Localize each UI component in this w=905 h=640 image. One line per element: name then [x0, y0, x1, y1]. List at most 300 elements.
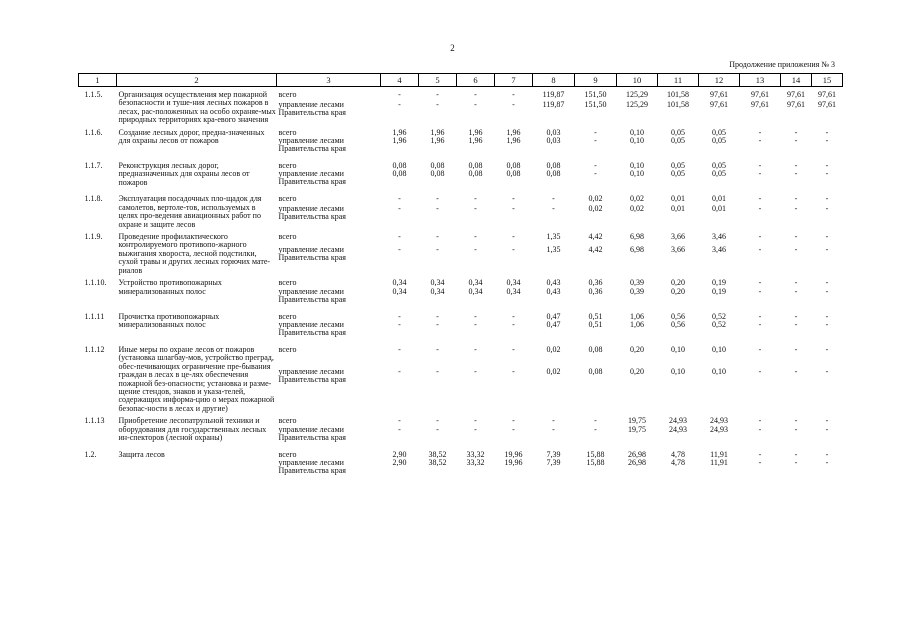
value-cell: - — [758, 311, 762, 321]
column-header: 1 — [79, 74, 117, 87]
item-name: Эксплуатация посадочных пло-щадок для самолетов, вертоле-тов, используемых в целях про-ведения авиационных работ по охране и защите лесов — [118, 194, 262, 229]
value-cell: 0,47 — [546, 311, 561, 321]
value-cell: 7,39 — [546, 449, 561, 459]
value-cell: 1,06 — [630, 319, 644, 329]
value-cell: - — [825, 194, 829, 204]
value-cell: 0,52 — [712, 319, 726, 329]
value-cell: 97,61 — [751, 100, 769, 109]
column-header: 14 — [781, 74, 812, 87]
value-cell: 0,56 — [671, 319, 685, 329]
value-cell: 0,05 — [712, 169, 726, 179]
value-cell: - — [794, 424, 798, 434]
value-cell: 0,47 — [546, 319, 561, 329]
value-cell: 15,88 — [586, 449, 605, 459]
value-cell: - — [825, 204, 829, 214]
value-cell: - — [512, 344, 515, 354]
value-cell: - — [825, 424, 829, 434]
value-cell: - — [758, 278, 762, 288]
column-header: 10 — [617, 74, 658, 87]
value-cell: - — [436, 90, 439, 99]
value-cell: 0,34 — [468, 286, 483, 296]
value-cell: - — [552, 416, 555, 426]
value-cell: - — [794, 286, 798, 296]
value-cell: - — [825, 416, 829, 426]
value-cell: 1,35 — [546, 245, 561, 255]
table-row — [79, 342, 843, 368]
value-cell: 0,08 — [392, 161, 407, 171]
item-name: Создание лесных дорог, предна-значенных для охраны лесов от пожаров — [118, 127, 265, 146]
appendix-title: Продолжение приложения № 3 — [729, 60, 835, 69]
value-cell: 3,46 — [712, 245, 726, 255]
value-cell: - — [552, 204, 555, 214]
funding-source: всего — [278, 194, 297, 204]
table-row — [79, 125, 843, 137]
value-cell: - — [474, 100, 477, 109]
value-cell: - — [758, 344, 762, 354]
funding-source: управление лесами Правительства края — [278, 424, 346, 442]
value-cell: 0,34 — [430, 278, 445, 288]
value-cell: - — [398, 232, 401, 242]
value-cell: 7,39 — [546, 457, 561, 467]
table-row — [79, 413, 843, 425]
item-name: Прочистка противопожарных минерализованных полос — [118, 311, 220, 329]
value-cell: - — [794, 194, 798, 204]
value-cell: - — [512, 204, 515, 214]
value-cell: - — [398, 90, 401, 99]
value-cell: - — [552, 194, 555, 204]
value-cell: 19,75 — [628, 424, 646, 434]
value-cell: 0,08 — [546, 161, 561, 171]
value-cell: 0,02 — [546, 344, 561, 354]
value-cell: 0,01 — [712, 194, 726, 204]
value-cell: 4,78 — [671, 449, 685, 459]
column-header: 4 — [381, 74, 419, 87]
value-cell: - — [758, 161, 762, 171]
value-cell: 24,93 — [710, 416, 728, 426]
value-cell: 1,96 — [430, 136, 445, 146]
value-cell: - — [512, 424, 515, 434]
value-cell: 0,56 — [671, 311, 685, 321]
value-cell: 0,01 — [671, 194, 685, 204]
value-cell: - — [758, 127, 762, 137]
funding-source: управление лесами Правительства края — [278, 457, 346, 475]
value-cell: - — [758, 286, 762, 296]
value-cell: 97,61 — [818, 90, 836, 99]
value-cell: - — [398, 245, 401, 255]
value-cell: - — [825, 169, 829, 179]
value-cell: 0,02 — [630, 194, 644, 204]
item-name: Иные меры по охране лесов от пожаров (установка шлагбау-мов, устройство преград, обес-печивающих ограничение пре-бывания граждан в лесах в це-лях обеспечения пожарной без-опасности; установка и разме-щение стендов, знаков и указа-телей, содержащих информа-цию о мерах пожарной безопас-ности в лесах и другие) — [118, 344, 275, 413]
column-header: 7 — [495, 74, 533, 87]
value-cell: 1,35 — [546, 232, 561, 242]
table-row — [79, 229, 843, 246]
value-cell: 119,87 — [542, 100, 565, 109]
value-cell: 151,50 — [584, 100, 607, 109]
value-cell: - — [825, 367, 829, 377]
value-cell: 125,29 — [626, 90, 648, 99]
value-cell: - — [758, 232, 762, 242]
funding-source: всего — [278, 311, 297, 321]
value-cell: 19,96 — [504, 449, 523, 459]
value-cell: - — [474, 232, 477, 242]
value-cell: - — [436, 194, 439, 204]
value-cell: - — [474, 90, 477, 99]
value-cell: 0,08 — [430, 169, 445, 179]
value-cell: 0,01 — [671, 204, 685, 214]
column-header: 13 — [740, 74, 781, 87]
column-header: 15 — [812, 74, 843, 87]
value-cell: - — [794, 245, 798, 255]
value-cell: - — [594, 424, 597, 434]
funding-source: управление лесами Правительства края — [278, 286, 346, 304]
item-name: Устройство противопожарных минерализованных полос — [118, 278, 222, 296]
value-cell: - — [474, 416, 477, 426]
value-cell: 0,05 — [671, 169, 685, 179]
column-header: 12 — [699, 74, 740, 87]
value-cell: 6,98 — [630, 245, 644, 255]
value-cell: 97,61 — [710, 90, 728, 99]
value-cell: 0,10 — [712, 344, 726, 354]
value-cell: - — [474, 245, 477, 255]
value-cell: 0,02 — [588, 194, 603, 204]
value-cell: - — [512, 367, 515, 377]
value-cell: 0,52 — [712, 311, 726, 321]
value-cell: 0,08 — [588, 367, 603, 377]
value-cell: - — [794, 169, 798, 179]
value-cell: 1,96 — [468, 127, 483, 137]
funding-source: всего — [278, 449, 297, 459]
value-cell: - — [398, 311, 401, 321]
value-cell: 101,58 — [667, 90, 689, 99]
value-cell: - — [512, 319, 515, 329]
value-cell: - — [436, 416, 439, 426]
value-cell: - — [512, 311, 515, 321]
value-cell: 0,08 — [468, 169, 483, 179]
item-number: 1.1.9. — [84, 232, 103, 242]
value-cell: - — [594, 161, 597, 171]
value-cell: - — [398, 344, 401, 354]
value-cell: 0,34 — [392, 286, 407, 296]
table-row — [79, 191, 843, 205]
funding-source: всего — [278, 416, 297, 426]
value-cell: 0,01 — [712, 204, 726, 214]
funding-source: управление лесами Правительства края — [278, 136, 346, 154]
value-cell: - — [436, 204, 439, 214]
value-cell: 3,46 — [712, 232, 726, 242]
value-cell: 15,88 — [586, 457, 605, 467]
value-cell: 33,32 — [466, 449, 485, 459]
item-number: 1.1.10. — [84, 278, 107, 288]
value-cell: - — [794, 161, 798, 171]
value-cell: 0,20 — [671, 278, 685, 288]
value-cell: 4,78 — [671, 457, 685, 467]
value-cell: 26,98 — [628, 449, 646, 459]
value-cell: 1,96 — [506, 136, 521, 146]
value-cell: 0,08 — [430, 161, 445, 171]
value-cell: - — [825, 127, 829, 137]
value-cell: 1,06 — [630, 311, 644, 321]
column-header: 6 — [457, 74, 495, 87]
item-number: 1.1.7. — [84, 161, 103, 171]
value-cell: 119,87 — [542, 90, 565, 99]
column-header: 11 — [658, 74, 699, 87]
value-cell: 2,90 — [392, 449, 407, 459]
value-cell: 0,08 — [392, 169, 407, 179]
table-body — [79, 87, 843, 480]
value-cell: 0,20 — [630, 344, 644, 354]
table-row — [79, 309, 843, 321]
value-cell: - — [825, 245, 829, 255]
value-cell: 33,32 — [466, 457, 485, 467]
funding-source: управление лесами Правительства края — [278, 169, 346, 187]
value-cell: 0,05 — [712, 161, 726, 171]
value-cell: - — [758, 245, 762, 255]
value-cell: - — [512, 245, 515, 255]
value-cell: - — [512, 194, 515, 204]
value-cell: 19,96 — [504, 457, 523, 467]
value-cell: - — [758, 204, 762, 214]
value-cell: - — [794, 127, 798, 137]
value-cell: 0,05 — [671, 127, 685, 137]
value-cell: - — [436, 232, 439, 242]
value-cell: 151,50 — [584, 90, 607, 99]
value-cell: - — [594, 127, 597, 137]
value-cell: 24,93 — [669, 424, 687, 434]
value-cell: - — [825, 136, 829, 146]
value-cell: 0,10 — [671, 367, 685, 377]
item-number: 1.1.5. — [84, 90, 103, 99]
value-cell: - — [794, 278, 798, 288]
value-cell: 0,10 — [630, 136, 644, 146]
value-cell: 0,10 — [671, 344, 685, 354]
value-cell: - — [474, 424, 477, 434]
table-row — [79, 275, 843, 287]
value-cell: - — [758, 136, 762, 146]
table-row — [79, 158, 843, 170]
value-cell: 0,05 — [671, 161, 685, 171]
value-cell: 3,66 — [671, 245, 685, 255]
value-cell: 0,08 — [588, 344, 603, 354]
value-cell: - — [758, 169, 762, 179]
value-cell: - — [594, 416, 597, 426]
value-cell: 0,51 — [588, 319, 603, 329]
value-cell: 0,34 — [430, 286, 445, 296]
value-cell: - — [758, 457, 762, 467]
value-cell: - — [436, 245, 439, 255]
value-cell: - — [436, 424, 439, 434]
item-name: Организация осуществления мер пожарной безопасности и туше-ния лесных пожаров в лесах, рас-положенных на особо охраняе-мых природных территориях кра-евого значения — [118, 90, 276, 125]
value-cell: 1,96 — [506, 127, 521, 137]
value-cell: - — [825, 457, 829, 467]
funding-source: управление лесами Правительства края — [278, 367, 346, 385]
value-cell: - — [825, 311, 829, 321]
value-cell: - — [794, 416, 798, 426]
value-cell: - — [794, 449, 798, 459]
funding-source: всего — [278, 344, 297, 354]
item-number: 1.1.13 — [84, 416, 105, 426]
value-cell: 97,61 — [787, 100, 805, 109]
value-cell: 1,96 — [430, 127, 445, 137]
value-cell: 24,93 — [669, 416, 687, 426]
value-cell: 0,08 — [468, 161, 483, 171]
value-cell: 0,19 — [712, 278, 726, 288]
value-cell: 0,20 — [671, 286, 685, 296]
value-cell: 11,91 — [710, 449, 728, 459]
value-cell: - — [794, 367, 798, 377]
value-cell: - — [398, 194, 401, 204]
value-cell: 1,96 — [392, 136, 407, 146]
value-cell: - — [436, 367, 439, 377]
value-cell: 0,10 — [630, 169, 644, 179]
column-header: 9 — [575, 74, 617, 87]
value-cell: 0,02 — [630, 204, 644, 214]
value-cell: - — [825, 449, 829, 459]
item-name: Защита лесов — [118, 449, 165, 459]
item-number: 1.1.6. — [84, 127, 103, 137]
value-cell: 0,39 — [630, 278, 644, 288]
item-number: 1.1.12 — [84, 344, 105, 354]
value-cell: 0,02 — [588, 204, 603, 214]
value-cell: 0,02 — [546, 367, 561, 377]
value-cell: - — [474, 311, 477, 321]
item-name: Проведение профилактического контролируемого противопо-жарного выжигания хвороста, лесной подстилки, сухой травы и других лесных горючих мате-риалов — [118, 232, 271, 275]
value-cell: 0,05 — [671, 136, 685, 146]
value-cell: 0,08 — [546, 169, 561, 179]
value-cell: 0,20 — [630, 367, 644, 377]
funding-source: всего — [278, 278, 297, 288]
value-cell: - — [825, 286, 829, 296]
value-cell: 0,05 — [712, 127, 726, 137]
funding-source: всего — [278, 127, 297, 137]
value-cell: 1,96 — [468, 136, 483, 146]
value-cell: 11,91 — [710, 457, 728, 467]
value-cell: 0,34 — [506, 278, 521, 288]
table-row — [79, 87, 843, 102]
value-cell: 125,29 — [626, 100, 648, 109]
value-cell: - — [794, 319, 798, 329]
value-cell: - — [398, 416, 401, 426]
value-cell: - — [794, 204, 798, 214]
value-cell: 2,90 — [392, 457, 407, 467]
funding-source: всего — [278, 232, 297, 242]
value-cell: 3,66 — [671, 232, 685, 242]
value-cell: 0,34 — [506, 286, 521, 296]
value-cell: 101,58 — [667, 100, 689, 109]
column-header: 3 — [277, 74, 381, 87]
value-cell: 0,19 — [712, 286, 726, 296]
value-cell: 0,36 — [588, 286, 603, 296]
value-cell: 6,98 — [630, 232, 644, 242]
value-cell: 0,34 — [392, 278, 407, 288]
value-cell: - — [436, 344, 439, 354]
value-cell: - — [758, 367, 762, 377]
value-cell: - — [552, 424, 555, 434]
funding-source: всего — [278, 90, 297, 99]
value-cell: 19,75 — [628, 416, 646, 426]
value-cell: - — [474, 204, 477, 214]
value-cell: - — [398, 367, 401, 377]
value-cell: - — [758, 449, 762, 459]
value-cell: - — [512, 100, 515, 109]
value-cell: - — [825, 278, 829, 288]
value-cell: 0,10 — [630, 161, 644, 171]
value-cell: - — [825, 161, 829, 171]
value-cell: - — [794, 136, 798, 146]
value-cell: 0,43 — [546, 278, 561, 288]
value-cell: - — [594, 169, 597, 179]
value-cell: - — [594, 136, 597, 146]
value-cell: - — [436, 100, 439, 109]
value-cell: - — [758, 416, 762, 426]
value-cell: 0,03 — [546, 136, 561, 146]
value-cell: - — [758, 194, 762, 204]
table-row — [79, 447, 843, 459]
item-number: 1.1.11 — [84, 311, 105, 321]
value-cell: 1,96 — [392, 127, 407, 137]
funding-source: управление лесами Правительства края — [278, 100, 346, 117]
program-funding-table — [78, 73, 843, 480]
value-cell: 0,43 — [546, 286, 561, 296]
value-cell: 97,61 — [710, 100, 728, 109]
value-cell: 97,61 — [787, 90, 805, 99]
value-cell: - — [398, 100, 401, 109]
value-cell: - — [398, 319, 401, 329]
column-header: 2 — [117, 74, 277, 87]
value-cell: 97,61 — [818, 100, 836, 109]
value-cell: - — [398, 424, 401, 434]
value-cell: - — [794, 457, 798, 467]
value-cell: - — [512, 416, 515, 426]
value-cell: 0,08 — [506, 161, 521, 171]
value-cell: 26,98 — [628, 457, 646, 467]
value-cell: - — [794, 232, 798, 242]
column-number-header — [79, 74, 843, 87]
value-cell: 0,05 — [712, 136, 726, 146]
value-cell: - — [794, 311, 798, 321]
item-number: 1.2. — [84, 449, 97, 459]
value-cell: - — [825, 232, 829, 242]
item-name: Приобретение лесопатрульной техники и оборудования для государственных лесных ин-спекторов (лесной охраны) — [118, 416, 267, 442]
value-cell: - — [825, 344, 829, 354]
item-name: Реконструкция лесных дорог, предназначенных для охраны лесов от пожаров — [118, 161, 250, 187]
value-cell: - — [512, 232, 515, 242]
column-header: 8 — [533, 74, 575, 87]
value-cell: 0,34 — [468, 278, 483, 288]
value-cell: 0,39 — [630, 286, 644, 296]
value-cell: 0,36 — [588, 278, 603, 288]
value-cell: 4,42 — [588, 245, 603, 255]
value-cell: - — [398, 204, 401, 214]
funding-source: управление лесами Правительства края — [278, 319, 346, 337]
value-cell: 4,42 — [588, 232, 603, 242]
value-cell: - — [474, 319, 477, 329]
value-cell: - — [512, 90, 515, 99]
value-cell: 97,61 — [751, 90, 769, 99]
funding-source: управление лесами Правительства края — [278, 204, 346, 222]
value-cell: - — [758, 424, 762, 434]
value-cell: 0,51 — [588, 311, 603, 321]
value-cell: 24,93 — [710, 424, 728, 434]
value-cell: 38,52 — [428, 449, 447, 459]
value-cell: 0,10 — [712, 367, 726, 377]
column-header: 5 — [419, 74, 457, 87]
value-cell: 38,52 — [428, 457, 447, 467]
value-cell: - — [825, 319, 829, 329]
value-cell: - — [474, 194, 477, 204]
funding-source: управление лесами Правительства края — [278, 245, 346, 263]
funding-source: всего — [278, 161, 297, 171]
value-cell: - — [794, 344, 798, 354]
